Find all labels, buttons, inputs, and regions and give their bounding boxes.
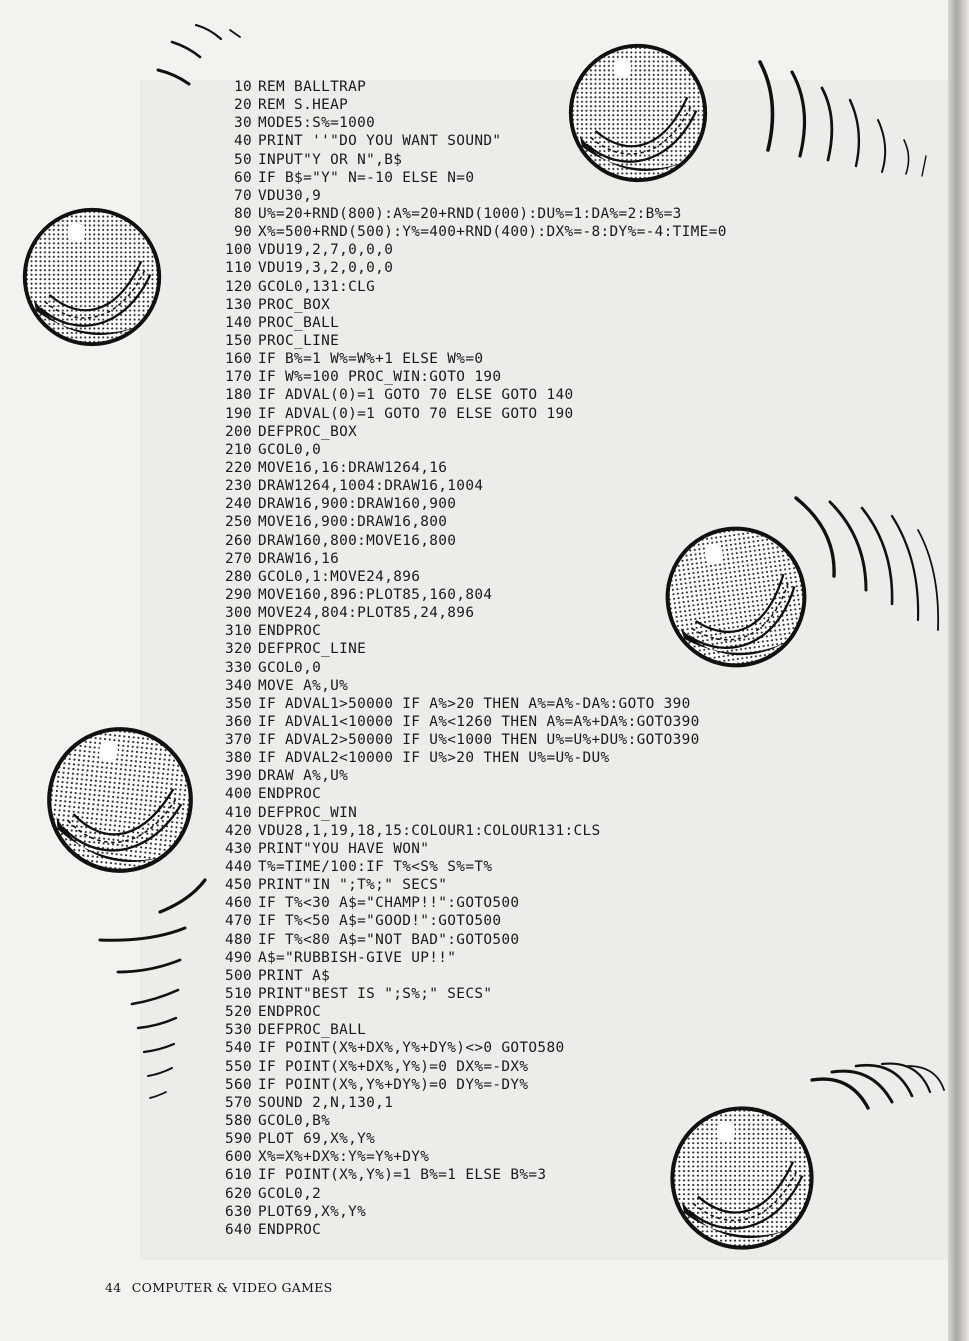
motion-lines-middle-right — [796, 498, 938, 630]
motion-lines-top-left — [158, 25, 240, 84]
code-line — [214, 550, 727, 568]
line-code: REM S.HEAP — [258, 97, 349, 114]
code-line — [214, 78, 727, 96]
line-number: 620 — [224, 1185, 252, 1202]
line-code: GCOL0,1:MOVE24,896 — [258, 568, 421, 585]
line-number: 560 — [224, 1076, 252, 1093]
line-number: 360 — [224, 713, 252, 730]
line-code: X%=500+RND(500):Y%=400+RND(400):DX%=-8:DY%=-4:TIME=0 — [258, 224, 727, 241]
line-number: 150 — [224, 332, 252, 349]
line-number: 630 — [224, 1203, 252, 1220]
line-code: IF ADVAL2>50000 IF U%<1000 THEN U%=U%+DU%:GOTO390 — [258, 732, 700, 749]
line-code: MOVE24,804:PLOT85,24,896 — [258, 605, 475, 622]
line-code: IF T%<50 A$="GOOD!":GOTO500 — [258, 913, 502, 930]
line-number: 460 — [224, 895, 252, 912]
line-number: 220 — [224, 459, 252, 476]
code-line — [214, 876, 727, 894]
line-code: ENDPROC — [258, 623, 322, 640]
line-number: 380 — [224, 750, 252, 767]
line-number: 30 — [233, 115, 252, 132]
line-code: DEFPROC_WIN — [258, 804, 358, 821]
line-code: ENDPROC — [258, 1221, 322, 1238]
line-code: PRINT"IN ";T%;" SECS" — [258, 877, 448, 894]
line-code: MOVE16,900:DRAW16,800 — [258, 514, 448, 531]
code-line — [214, 187, 727, 205]
line-code: DEFPROC_BOX — [258, 423, 358, 440]
line-code: DEFPROC_LINE — [258, 641, 367, 658]
line-code: PRINT ''"DO YOU WANT SOUND" — [258, 133, 502, 150]
line-number: 160 — [224, 351, 252, 368]
line-code: IF POINT(X%,Y%)=1 B%=1 ELSE B%=3 — [258, 1167, 547, 1184]
line-code: IF B$="Y" N=-10 ELSE N=0 — [258, 169, 475, 186]
line-number: 310 — [224, 623, 252, 640]
code-line — [214, 132, 727, 150]
line-code: PROC_BALL — [258, 314, 340, 331]
line-code: IF POINT(X%+DX%,Y%)=0 DX%=-DX% — [258, 1058, 529, 1075]
code-line — [214, 1076, 727, 1094]
line-number: 170 — [224, 369, 252, 386]
code-line — [214, 441, 727, 459]
code-line — [214, 695, 727, 713]
code-line — [214, 296, 727, 314]
code-line — [214, 949, 727, 967]
line-code: PROC_LINE — [258, 332, 340, 349]
code-line — [214, 1003, 727, 1021]
line-number: 340 — [224, 677, 252, 694]
line-number: 210 — [224, 441, 252, 458]
code-line — [214, 205, 727, 223]
line-number: 570 — [224, 1094, 252, 1111]
line-code: VDU30,9 — [258, 187, 322, 204]
line-code: DRAW1264,1004:DRAW16,1004 — [258, 478, 484, 495]
code-line — [214, 731, 727, 749]
code-line — [214, 804, 727, 822]
line-code: SOUND 2,N,130,1 — [258, 1094, 394, 1111]
ball-left-upper-icon — [25, 210, 159, 344]
code-line — [214, 223, 727, 241]
code-line — [214, 586, 727, 604]
line-number: 180 — [224, 387, 252, 404]
code-line — [214, 912, 727, 930]
line-code: DRAW16,16 — [258, 550, 340, 567]
line-number: 90 — [233, 224, 252, 241]
line-code: MODE5:S%=1000 — [258, 115, 376, 132]
code-line — [214, 767, 727, 785]
code-line — [214, 423, 727, 441]
line-number: 410 — [224, 804, 252, 821]
line-number: 470 — [224, 913, 252, 930]
line-number: 240 — [224, 496, 252, 513]
line-code: PRINT"YOU HAVE WON" — [258, 840, 430, 857]
line-code: IF ADVAL1<10000 IF A%<1260 THEN A%=A%+DA%:GOTO390 — [258, 713, 700, 730]
line-number: 530 — [224, 1022, 252, 1039]
line-number: 430 — [224, 840, 252, 857]
line-number: 640 — [224, 1221, 252, 1238]
line-number: 370 — [224, 732, 252, 749]
code-line — [214, 858, 727, 876]
line-code: X%=X%+DX%:Y%=Y%+DY% — [258, 1149, 430, 1166]
page-number: 44 — [105, 1280, 122, 1295]
line-number: 70 — [233, 187, 252, 204]
line-number: 600 — [224, 1149, 252, 1166]
line-number: 490 — [224, 949, 252, 966]
page-footer — [105, 1280, 333, 1295]
code-line — [214, 259, 727, 277]
line-number: 130 — [224, 296, 252, 313]
line-code: PRINT A$ — [258, 967, 331, 984]
code-line — [214, 368, 727, 386]
ball-left-lower-icon — [42, 722, 198, 878]
code-line — [214, 1130, 727, 1148]
code-line — [214, 314, 727, 332]
line-number: 280 — [224, 568, 252, 585]
line-number: 300 — [224, 605, 252, 622]
line-number: 200 — [224, 423, 252, 440]
magazine-name: COMPUTER & VIDEO GAMES — [131, 1280, 333, 1295]
line-code: IF ADVAL1>50000 IF A%>20 THEN A%=A%-DA%:GOTO 390 — [258, 695, 691, 712]
line-number: 20 — [233, 97, 252, 114]
code-line — [214, 278, 727, 296]
line-number: 540 — [224, 1040, 252, 1057]
line-number: 270 — [224, 550, 252, 567]
line-number: 260 — [224, 532, 252, 549]
line-code: PLOT 69,X%,Y% — [258, 1131, 376, 1148]
code-line — [214, 1058, 727, 1076]
motion-lines-top-right — [760, 62, 926, 176]
line-number: 520 — [224, 1004, 252, 1021]
line-number: 40 — [233, 133, 252, 150]
line-number: 320 — [224, 641, 252, 658]
line-code: GCOL0,0 — [258, 659, 322, 676]
code-line — [214, 495, 727, 513]
line-code: U%=20+RND(800):A%=20+RND(1000):DU%=1:DA%=2:B%=3 — [258, 205, 682, 222]
line-code: DRAW160,800:MOVE16,800 — [258, 532, 457, 549]
line-number: 60 — [233, 169, 252, 186]
line-code: IF POINT(X%+DX%,Y%+DY%)<>0 GOTO580 — [258, 1040, 565, 1057]
code-line — [214, 350, 727, 368]
line-code: IF T%<80 A$="NOT BAD":GOTO500 — [258, 931, 520, 948]
line-code: PLOT69,X%,Y% — [258, 1203, 367, 1220]
code-line — [214, 1112, 727, 1130]
line-number: 550 — [224, 1058, 252, 1075]
line-number: 50 — [233, 151, 252, 168]
line-number: 440 — [224, 859, 252, 876]
line-code: DEFPROC_BALL — [258, 1022, 367, 1039]
code-line — [214, 477, 727, 495]
line-code: MOVE160,896:PLOT85,160,804 — [258, 586, 493, 603]
code-line — [214, 114, 727, 132]
line-code: PRINT"BEST IS ";S%;" SECS" — [258, 986, 493, 1003]
code-line — [214, 967, 727, 985]
line-number: 290 — [224, 586, 252, 603]
line-code: VDU19,3,2,0,0,0 — [258, 260, 394, 277]
motion-lines-bottom-right — [812, 1064, 944, 1108]
code-line — [214, 532, 727, 550]
line-code: IF W%=100 PROC_WIN:GOTO 190 — [258, 369, 502, 386]
code-line — [214, 151, 727, 169]
line-code: T%=TIME/100:IF T%<S% S%=T% — [258, 859, 493, 876]
line-number: 500 — [224, 967, 252, 984]
line-code: ENDPROC — [258, 1004, 322, 1021]
line-number: 610 — [224, 1167, 252, 1184]
code-line — [214, 1185, 727, 1203]
line-code: VDU19,2,7,0,0,0 — [258, 242, 394, 259]
code-line — [214, 985, 727, 1003]
basic-program-listing — [214, 78, 727, 1239]
code-line — [214, 822, 727, 840]
line-number: 350 — [224, 695, 252, 712]
line-code: MOVE16,16:DRAW1264,16 — [258, 459, 448, 476]
line-number: 100 — [224, 242, 252, 259]
code-line — [214, 749, 727, 767]
code-line — [214, 568, 727, 586]
line-code: GCOL0,2 — [258, 1185, 322, 1202]
line-number: 580 — [224, 1113, 252, 1130]
line-code: REM BALLTRAP — [258, 79, 367, 95]
code-line — [214, 332, 727, 350]
line-number: 330 — [224, 659, 252, 676]
line-code: MOVE A%,U% — [258, 677, 349, 694]
line-number: 590 — [224, 1131, 252, 1148]
code-line — [214, 640, 727, 658]
line-code: IF POINT(X%,Y%+DY%)=0 DY%=-DY% — [258, 1076, 529, 1093]
line-number: 250 — [224, 514, 252, 531]
line-number: 510 — [224, 986, 252, 1003]
code-line — [214, 386, 727, 404]
line-number: 190 — [224, 405, 252, 422]
code-line — [214, 241, 727, 259]
code-line — [214, 1039, 727, 1057]
line-code: VDU28,1,19,18,15:COLOUR1:COLOUR131:CLS — [258, 822, 601, 839]
line-number: 10 — [233, 79, 252, 95]
code-line — [214, 169, 727, 187]
code-line — [214, 1021, 727, 1039]
code-line — [214, 1221, 727, 1239]
code-line — [214, 1166, 727, 1184]
line-number: 480 — [224, 931, 252, 948]
code-line — [214, 840, 727, 858]
code-line — [214, 1148, 727, 1166]
code-line — [214, 894, 727, 912]
line-number: 230 — [224, 478, 252, 495]
line-code: DRAW A%,U% — [258, 768, 349, 785]
line-code: PROC_BOX — [258, 296, 331, 313]
line-code: GCOL0,B% — [258, 1113, 331, 1130]
code-line — [214, 1203, 727, 1221]
code-line — [214, 677, 727, 695]
code-line — [214, 785, 727, 803]
code-line — [214, 713, 727, 731]
line-code: IF ADVAL2<10000 IF U%>20 THEN U%=U%-DU% — [258, 750, 610, 767]
line-number: 110 — [224, 260, 252, 277]
line-number: 450 — [224, 877, 252, 894]
line-code: IF ADVAL(0)=1 GOTO 70 ELSE GOTO 140 — [258, 387, 574, 404]
line-number: 400 — [224, 786, 252, 803]
line-code: A$="RUBBISH-GIVE UP!!" — [258, 949, 457, 966]
line-code: DRAW16,900:DRAW160,900 — [258, 496, 457, 513]
code-line — [214, 405, 727, 423]
code-line — [214, 604, 727, 622]
line-code: IF T%<30 A$="CHAMP!!":GOTO500 — [258, 895, 520, 912]
line-code: ENDPROC — [258, 786, 322, 803]
line-code: IF ADVAL(0)=1 GOTO 70 ELSE GOTO 190 — [258, 405, 574, 422]
line-code: GCOL0,0 — [258, 441, 322, 458]
code-line — [214, 96, 727, 114]
line-number: 120 — [224, 278, 252, 295]
line-number: 140 — [224, 314, 252, 331]
code-line — [214, 459, 727, 477]
code-line — [214, 931, 727, 949]
code-line — [214, 513, 727, 531]
line-number: 420 — [224, 822, 252, 839]
code-line — [214, 659, 727, 677]
code-line — [214, 1094, 727, 1112]
line-code: INPUT"Y OR N",B$ — [258, 151, 403, 168]
line-number: 390 — [224, 768, 252, 785]
motion-lines-left-lower — [100, 880, 205, 1098]
line-code: IF B%=1 W%=W%+1 ELSE W%=0 — [258, 351, 484, 368]
line-number: 80 — [233, 205, 252, 222]
code-line — [214, 622, 727, 640]
line-code: GCOL0,131:CLG — [258, 278, 376, 295]
